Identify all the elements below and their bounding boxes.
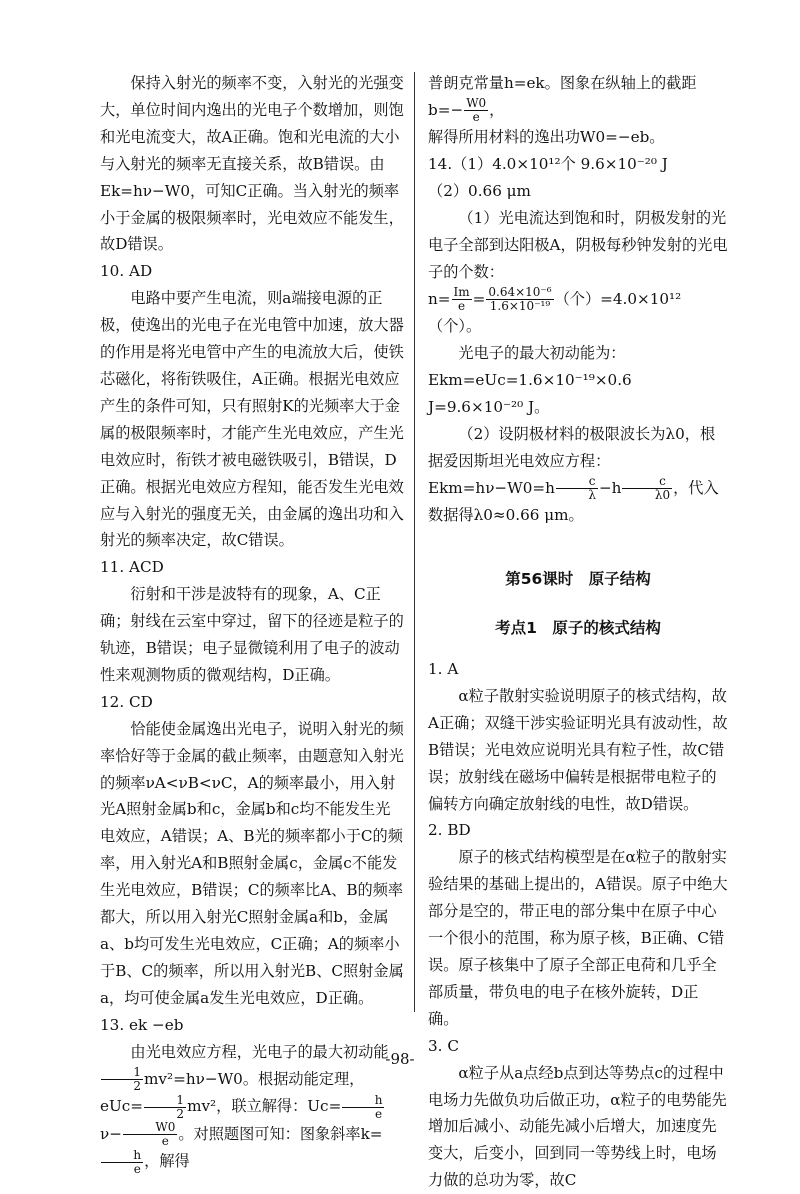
fraction-denominator: 2 (133, 1079, 142, 1094)
fraction-c-over-lambda (556, 475, 598, 502)
fraction-half (101, 1066, 143, 1093)
subsection-title: 考点1 原子的核式结构 (495, 619, 661, 638)
text-run: = (328, 1097, 342, 1116)
text-run: ，代入 (673, 478, 719, 497)
answer-1-label: 1. A (428, 660, 459, 678)
answer-13-conclusion: 解得所用材料的逸出功W0=−eb。 (428, 128, 665, 147)
answer-14-explanation-2: 光电子的最大初动能为： (458, 344, 626, 363)
fraction-numerator: W0 (123, 1121, 177, 1135)
fraction-im-over-e (452, 286, 472, 313)
fraction-value (486, 286, 553, 313)
fraction-numerator: 1 (101, 1066, 143, 1080)
text-run: ，解得 (144, 1152, 190, 1171)
fraction-c-over-lambda0 (622, 475, 672, 502)
answer-1-explanation: α粒子散射实验说明原子的核式结构，故A正确；双缝干涉实验证明光具有波动性，故B错误；光电效应说明光具有粒子性，故C错误；放射线在磁场中偏转是根据带电粒子的偏转方向确定放射线的电性，故D错误。 (428, 686, 728, 813)
answer-14-equation-n (428, 286, 728, 340)
fraction-w0-over-e (464, 97, 488, 124)
answer-3-explanation: α粒子从a点经b点到达等势点c的过程中电场力先做负功后做正功，α粒子的电势能先增加后减小、动能先减小后增大，加速度先变大，后变小，回到同一等势线上时，电场力做的总功为零，故C (428, 1063, 727, 1190)
answer-14-result: 数据得λ0≈0.66 μm。 (428, 506, 584, 525)
text-run: 。对照题图可知：图象斜率k= (178, 1124, 383, 1143)
fraction-denominator: e (375, 1106, 383, 1121)
answer-11-label: 11. ACD (100, 558, 164, 577)
answer-14-equation-ek: Ekm=eUc=1.6×10⁻¹⁹×0.6 J=9.6×10⁻²⁰ J。 (428, 371, 632, 417)
answer-2-label: 2. BD (428, 821, 471, 840)
answer-2-explanation: 原子的核式结构模型是在α粒子的散射实验结果的基础上提出的，A错误。原子中绝大部分是空的，带正电的部分集中在原子中心一个很小的范围，称为原子核，B正确、C错误。原子核集中了原子全部正电荷和几乎全部质量，带负电的电子在核外旋转，D正确。 (428, 848, 728, 1028)
column-divider (414, 72, 415, 1012)
answer-14-explanation-3 (428, 421, 728, 502)
page-number: -98- (385, 1050, 415, 1068)
answer-12-explanation: 恰能使金属逸出光电子，说明入射光的频率恰好等于金属的截止频率，由题意知入射光的频率νA<νB<νC，A的频率最小，用入射光A照射金属b和c，金属b和c均不能发生光电效应，A错误；A、B光的频率都小于C的频率，用入射光A和B照射金属c，金属c不能发生光电效应，B错误；C的频率比A、B的频率都大，所以用入射光C照射金属a和b，金属a、b均可发生光电效应，C正确；A的频率小于B、C的频率，所以用入射光B、C照射金属a，均可使金属a发生光电效应，D正确。 (100, 719, 404, 1007)
fraction-w0-over-e (123, 1121, 177, 1148)
fraction-h-over-e (101, 1149, 143, 1176)
text-run: 由光电效应方程，光电子的最大初动能 (130, 1042, 389, 1061)
text-run: 普朗克常量h=ek。图象在纵轴上的截距b=− (428, 74, 697, 119)
text-run: （2）设阴极材料的极限波长为λ0，根据爱因斯坦光电效应方程：Ekm=hν−W0=h (428, 424, 716, 497)
fraction-denominator: λ (588, 488, 596, 503)
fraction-half (144, 1094, 186, 1121)
answer-10-label: 10. AD (100, 262, 153, 281)
fraction-numerator: 0.64×10⁻⁶ (488, 285, 552, 300)
fraction-numerator: c (622, 475, 672, 489)
fraction-denominator: λ0 (654, 488, 671, 503)
fraction-numerator: 1 (144, 1094, 186, 1108)
left-column (100, 70, 404, 1176)
section-title: 第56课时 原子结构 (505, 570, 651, 589)
text-run: hν−W0。根据动能定理，eUc= (100, 1069, 365, 1116)
answer-11-explanation: 衍射和干涉是波特有的现象，A、C正确；射线在云室中穿过，留下的径迹是粒子的轨迹，B错误；电子显微镜利用了电子的波动性来观测物质的微观结构，D正确。 (100, 585, 404, 684)
answer-13-continuation: 普朗克常量h=ek。图象在纵轴上的截距b=− $\frac{W0}{e}$ ， (428, 74, 697, 125)
fraction-denominator: e (458, 299, 466, 314)
text-run: ν− (100, 1124, 122, 1143)
answer-9-explanation: 保持入射光的频率不变，入射光的光强变大，单位时间内逸出的光电子个数增加，则饱和光电流变大，故A正确。饱和光电流的大小与入射光的频率无直接关系，故B错误。由Ek=hν−W0，可知C正确。当入射光的频率小于金属的极限频率时，光电效应不能发生，故D错误。 (100, 74, 404, 254)
text-run: mv²= (144, 1069, 186, 1088)
fraction-numerator: Im (453, 285, 470, 300)
text-run: n= (428, 289, 451, 308)
fraction-denominator: e (133, 1161, 141, 1176)
answer-10-explanation: 电路中要产生电流，则a端接电源的正极，使逸出的光电子在光电管中加速，放大器的作用是将光电管中产生的电流放大后，使铁芯磁化，将衔铁吸住，A正确。根据光电效应产生的条件可知，只有照射K的光频率大于金属的极限频率时，才能产生光电效应，产生光电效应时，衔铁才被电磁铁吸引，B错误，D正确。根据光电效应方程知，能否发生光电效应与入射光的强度无关，由金属的逸出功和入射光的频率决定，故C错误。 (100, 289, 404, 550)
fraction-denominator: e (472, 110, 480, 125)
text-run: mv²，联立解得：Uc (187, 1097, 329, 1116)
fraction-denominator: 1.6×10⁻¹⁹ (489, 299, 551, 314)
fraction-denominator: 2 (176, 1106, 185, 1121)
fraction-denominator: e (161, 1134, 169, 1149)
answer-14-label: 14.（1）4.0×10¹²个 9.6×10⁻²⁰ J (428, 155, 668, 174)
answer-12-label: 12. CD (100, 692, 153, 711)
fraction-numerator: h (101, 1149, 143, 1163)
text-run: −h (598, 478, 622, 497)
fraction-numerator: h (342, 1094, 384, 1108)
right-column (428, 70, 728, 1194)
answer-3-label: 3. C (428, 1036, 459, 1055)
fraction-h-over-e (342, 1094, 384, 1121)
answer-14-explanation-1: （1）光电流达到饱和时，阴极发射的光电子全部到达阳极A，阴极每秒钟发射的光电子的个数： (428, 209, 728, 281)
text-run: （个）=4.0×10¹²（个）。 (428, 289, 682, 336)
fraction-numerator: c (556, 475, 598, 489)
fraction-numerator: W0 (466, 96, 487, 111)
answer-14-part2-label: （2）0.66 μm (428, 182, 531, 201)
answer-13-label: 13. ek −eb (100, 1015, 184, 1034)
text-run: = (472, 289, 486, 308)
